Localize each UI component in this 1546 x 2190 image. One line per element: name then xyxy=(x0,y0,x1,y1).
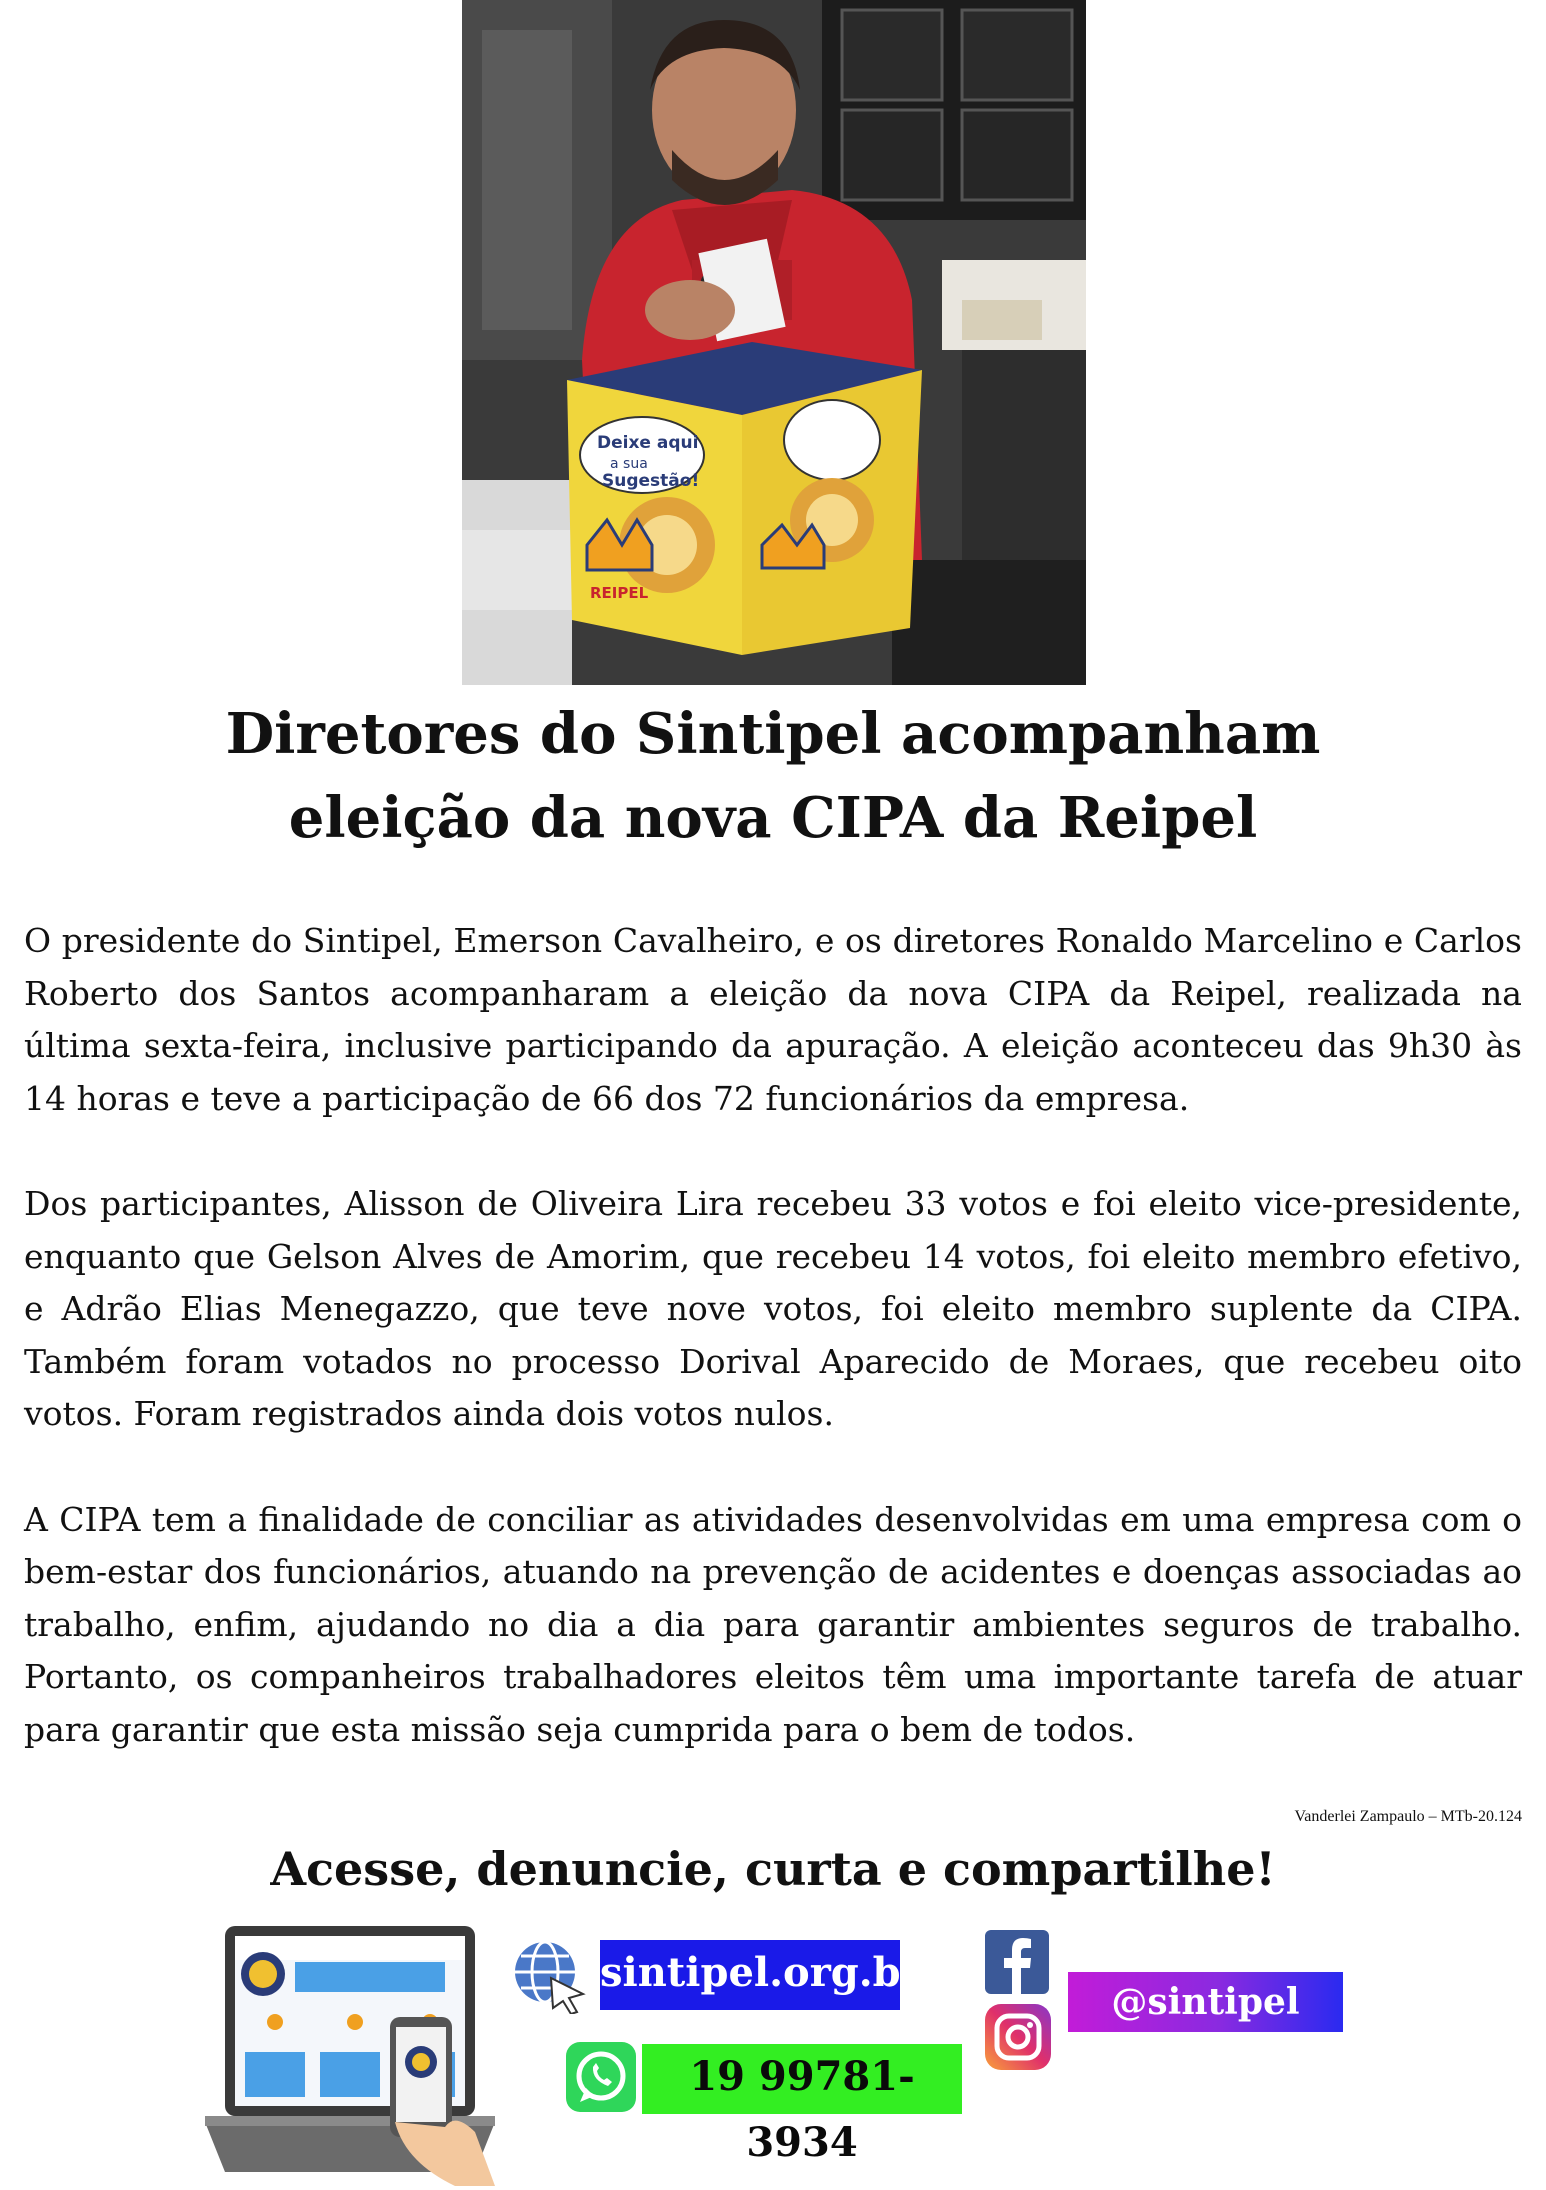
svg-text:REIPEL: REIPEL xyxy=(590,584,649,602)
headline xyxy=(0,692,1546,860)
paragraph-3: A CIPA tem a finalidade de conciliar as atividades desenvolvidas em uma empresa com o bem-estar dos funcionários, atuando na prevenção de acidentes e doenças associadas ao trabalho, enfim, ajudando no dia a dia para garantir ambientes seguros de trabalho. Portanto, os companheiros trabalhadores eleitos têm uma importante tarefa de atuar para garantir que esta missão seja cumprida para o bem de todos. xyxy=(24,1499,1522,1749)
call-to-action: Acesse, denuncie, curta e compartilhe! xyxy=(270,1842,1276,1896)
laptop-phone-illustration xyxy=(205,1922,495,2186)
svg-text:a sua: a sua xyxy=(610,456,648,472)
svg-text:Deixe aqui: Deixe aqui xyxy=(597,433,699,453)
whatsapp-icon xyxy=(566,2042,636,2112)
globe-cursor-icon xyxy=(511,1938,587,2014)
social-handle[interactable]: @sintipel xyxy=(1068,1972,1343,2032)
headline-line-1: Diretores do Sintipel acompanham xyxy=(225,701,1321,767)
article-body xyxy=(24,915,1522,1756)
headline-line-2: eleição da nova CIPA da Reipel xyxy=(288,785,1258,851)
paragraph-1: O presidente do Sintipel, Emerson Cavalheiro, e os diretores Ronaldo Marcelino e Carlos Roberto dos Santos acompanharam a eleição da nova CIPA da Reipel, realizada na última sexta-feira, inclusive participando da apuração. A eleição aconteceu das 9h30 às 14 horas e teve a participação de 66 dos 72 funcionários da empresa. xyxy=(24,921,1522,1118)
phone-number[interactable]: 19 99781-3934 xyxy=(642,2044,962,2114)
facebook-icon[interactable] xyxy=(985,1930,1049,1994)
svg-text:Sugestão!: Sugestão! xyxy=(602,471,700,491)
website-link[interactable]: sintipel.org.br xyxy=(600,1940,900,2010)
instagram-icon[interactable] xyxy=(985,2004,1051,2070)
ballot-photo-illustration xyxy=(462,0,1086,685)
author-credit: Vanderlei Zampaulo – MTb-20.124 xyxy=(1294,1808,1522,1825)
paragraph-2: Dos participantes, Alisson de Oliveira Lira recebeu 33 votos e foi eleito vice-presidente, enquanto que Gelson Alves de Amorim, que recebeu 14 votos, foi eleito membro efetivo, e Adrão Elias Menegazzo, que teve nove votos, foi eleito membro suplente da CIPA. Também foram votados no processo Dorival Aparecido de Moraes, que recebeu oito votos. Foram registrados ainda dois votos nulos. xyxy=(24,1184,1522,1433)
ballot-photo xyxy=(462,0,1086,685)
